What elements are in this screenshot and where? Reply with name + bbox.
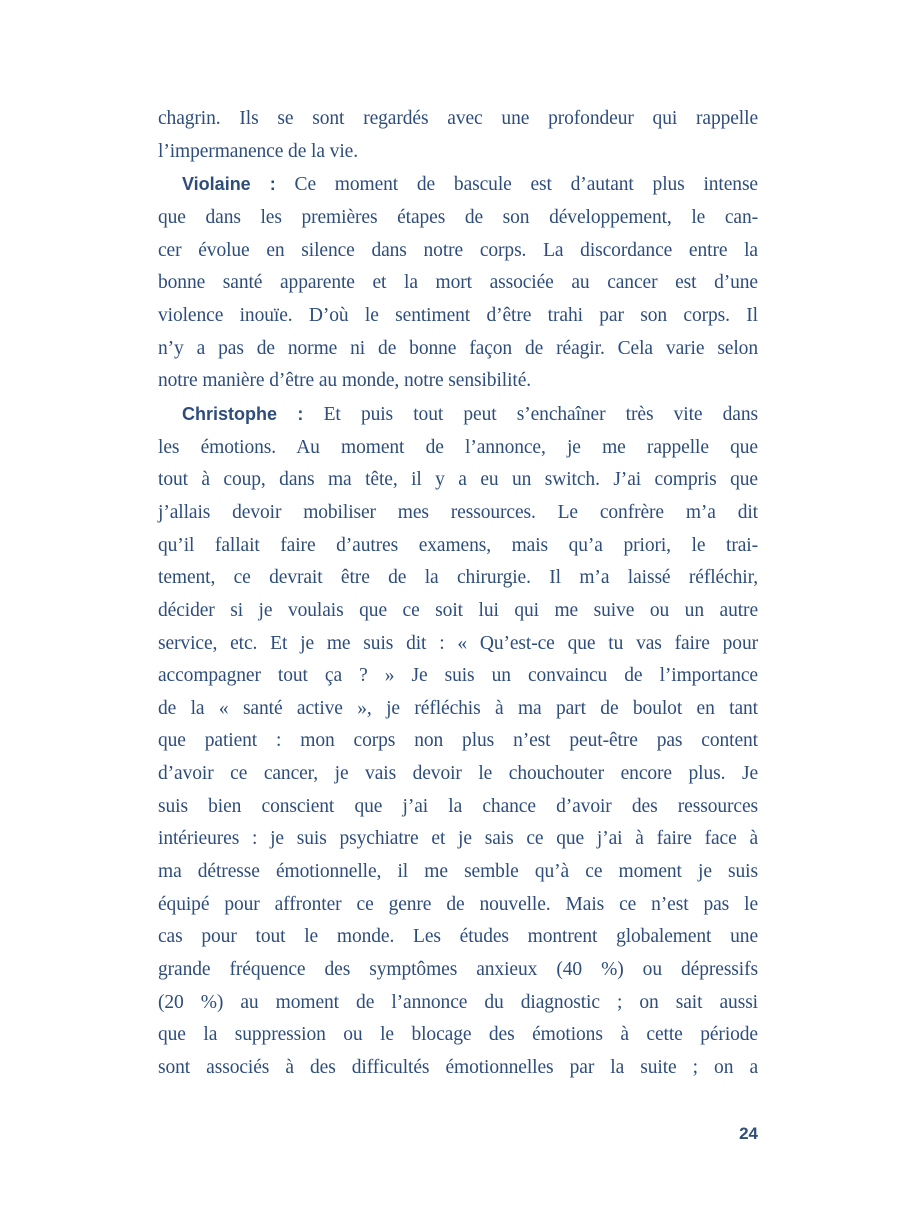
text-line-content: Et puis tout peut s’enchaîner très vite dans <box>323 403 759 425</box>
text-block <box>158 103 758 1085</box>
text-line: j’allais devoir mobiliser mes ressources. Le confrère m’a dit <box>158 501 758 523</box>
text-line: notre manière d’être au monde, notre sensibilité. <box>158 370 532 392</box>
dialogue-paragraph <box>158 398 758 1085</box>
text-line: accompagner tout ça ? » Je suis un convaincu de l’importance <box>158 665 758 687</box>
text-line: tout à coup, dans ma tête, il y a eu un switch. J’ai compris que <box>158 469 758 491</box>
text-line: tement, ce devrait être de la chirurgie. Il m’a laissé réfléchir, <box>158 567 758 589</box>
text-line: cer évolue en silence dans notre corps. La discordance entre la <box>158 239 758 261</box>
text-line: de la « santé active », je réfléchis à ma part de boulot en tant <box>158 697 758 719</box>
text-line: suis bien conscient que j’ai la chance d’avoir des ressources <box>158 795 758 817</box>
text-line: les émotions. Au moment de l’annonce, je me rappelle que <box>158 436 758 458</box>
text-line: qu’il fallait faire d’autres examens, mais qu’a priori, le trai- <box>158 534 758 556</box>
text-line: équipé pour affronter ce genre de nouvelle. Mais ce n’est pas le <box>158 893 758 915</box>
speaker-name: Christophe : <box>182 403 304 424</box>
text-line: d’avoir ce cancer, je vais devoir le chouchouter encore plus. Je <box>158 763 758 785</box>
text-line: ma détresse émotionnelle, il me semble qu’à ce moment je suis <box>158 861 758 883</box>
speaker-name: Violaine : <box>182 174 276 195</box>
text-line <box>158 398 758 432</box>
page-number: 24 <box>739 1124 758 1143</box>
text-line: l’impermanence de la vie. <box>158 140 358 162</box>
text-line: que la suppression ou le blocage des émotions à cette période <box>158 1024 758 1046</box>
text-line: (20 %) au moment de l’annonce du diagnostic ; on sait aussi <box>158 991 758 1013</box>
dialogue-paragraph <box>158 168 758 398</box>
text-line: que dans les premières étapes de son développement, le can- <box>158 206 758 228</box>
paragraph <box>158 103 758 168</box>
text-line: violence inouïe. D’où le sentiment d’être trahi par son corps. Il <box>158 304 758 326</box>
text-line-content: Ce moment de bascule est d’autant plus intense <box>294 174 758 196</box>
text-line: n’y a pas de norme ni de bonne façon de réagir. Cela varie selon <box>158 337 758 359</box>
text-line: cas pour tout le monde. Les études montrent globalement une <box>158 926 758 948</box>
text-line: décider si je voulais que ce soit lui qui me suive ou un autre <box>158 599 758 621</box>
text-line: bonne santé apparente et la mort associée au cancer est d’une <box>158 272 758 294</box>
text-line: service, etc. Et je me suis dit : « Qu’est-ce que tu vas faire pour <box>158 632 758 654</box>
text-line: sont associés à des difficultés émotionnelles par la suite ; on a <box>158 1057 758 1079</box>
text-line: grande fréquence des symptômes anxieux (40 %) ou dépressifs <box>158 959 758 981</box>
text-line <box>158 168 758 202</box>
text-line: que patient : mon corps non plus n’est peut-être pas content <box>158 730 758 752</box>
text-line: intérieures : je suis psychiatre et je sais ce que j’ai à faire face à <box>158 828 758 850</box>
text-line: chagrin. Ils se sont regardés avec une profondeur qui rappelle <box>158 108 758 129</box>
